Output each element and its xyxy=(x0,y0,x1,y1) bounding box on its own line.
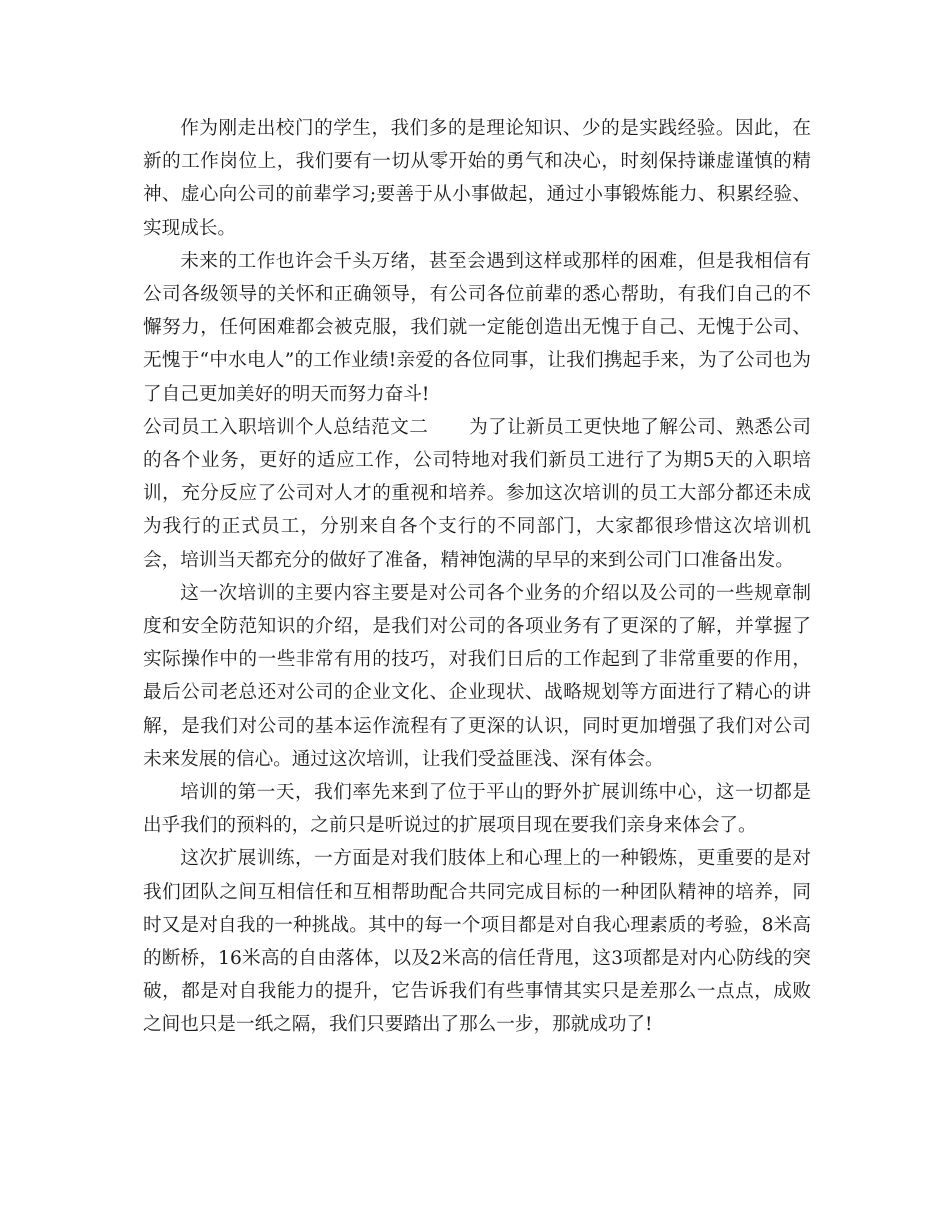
paragraph-4: 这一次培训的主要内容主要是对公司各个业务的介绍以及公司的一些规章制度和安全防范知识的介绍，是我们对公司的各项业务有了更深的了解，并掌握了实际操作中的一些非常有用的技巧，对我们日后的工作起到了非常重要的作用，最后公司老总还对公司的企业文化、企业现状、战略规划等方面进行了精心的讲解，是我们对公司的基本运作流程有了更深的认识，同时更加增强了我们对公司未来发展的信心。通过这次培训，让我们受益匪浅、深有体会。 xyxy=(143,582,811,770)
document-body xyxy=(143,112,811,1042)
paragraph-6: 这次扩展训练，一方面是对我们肢体上和心理上的一种锻炼，更重要的是对我们团队之间互相信任和互相帮助配合共同完成目标的一种团队精神的培养，同时又是对自我的一种挑战。其中的每一个项目都是对自我心理素质的考验，8米高的断桥，16米高的自由落体，以及2米高的信任背甩，这3项都是对内心防线的突破，都是对自我能力的提升，它告诉我们有些事情其实只是差那么一点点，成败之间也只是一纸之隔，我们只要踏出了那么一步，那就成功了! xyxy=(143,848,811,1036)
paragraph-2: 未来的工作也许会千头万绪，甚至会遇到这样或那样的困难，但是我相信有公司各级领导的关怀和正确领导，有公司各位前辈的悉心帮助，有我们自己的不懈努力，任何困难都会被克服，我们就一定能创造出无愧于自己、无愧于公司、无愧于“中水电人”的工作业绩!亲爱的各位同事，让我们携起手来，为了公司也为了自己更加美好的明天而努力奋斗! xyxy=(143,250,811,405)
section-heading: 公司员工入职培训个人总结范文二 xyxy=(143,416,429,438)
paragraph-1: 作为刚走出校门的学生，我们多的是理论知识、少的是实践经验。因此，在新的工作岗位上，我们要有一切从零开始的勇气和决心，时刻保持谦虚谨慎的精神、虚心向公司的前辈学习;要善于从小事做起，通过小事锻炼能力、积累经验、实现成长。 xyxy=(143,118,811,239)
paragraph-5: 培训的第一天，我们率先来到了位于平山的野外扩展训练中心，这一切都是出乎我们的预料的，之前只是听说过的扩展项目现在要我们亲身来体会了。 xyxy=(143,782,811,837)
paragraph-3 xyxy=(143,411,811,577)
paragraph-3-text: 为了让新员工更快地了解公司、熟悉公司的各个业务，更好的适应工作，公司特地对我们新员工进行了为期5天的入职培训，充分反应了公司对人才的重视和培养。参加这次培训的员工大部分都还未成为我行的正式员工，分别来自各个支行的不同部门，大家都很珍惜这次培训机会，培训当天都充分的做好了准备，精神饱满的早早的来到公司门口准备出发。 xyxy=(143,416,811,571)
